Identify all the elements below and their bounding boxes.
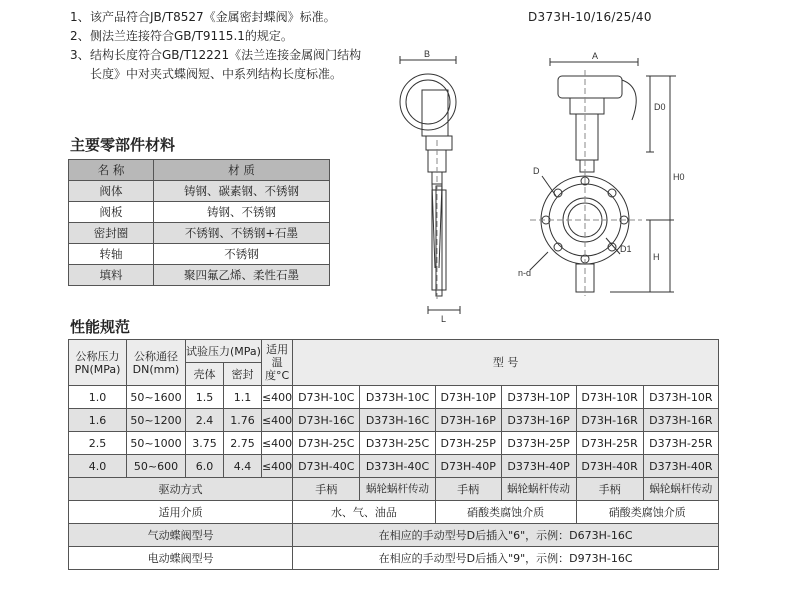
drive-cell: 蜗轮蜗杆传动	[501, 478, 576, 501]
materials-title: 主要零部件材料	[70, 136, 176, 154]
part-name: 填料	[69, 265, 154, 286]
cell-model: D373H-16R	[643, 409, 718, 432]
cell-model: D73H-10C	[293, 386, 360, 409]
cell-dn: 50~1600	[127, 386, 186, 409]
medium-cell: 硝酸类腐蚀介质	[576, 501, 718, 524]
notes	[70, 8, 370, 84]
cell-pn: 1.0	[69, 386, 127, 409]
dim-label-D: D	[533, 166, 540, 176]
dim-label-nd: n-d	[518, 268, 532, 278]
note-3: 3、 结构长度符合GB/T12221《法兰连接金属阀门结构长度》中对夹式蝶阀短、中系列结构长度标准。	[70, 48, 362, 81]
dim-label-A: A	[592, 51, 599, 61]
part-name: 密封圈	[69, 223, 154, 244]
cell-shell: 6.0	[186, 455, 224, 478]
header-dn: 公称通径DN(mm)	[127, 340, 186, 386]
header-test-pressure: 试验压力(MPa)	[186, 340, 262, 363]
cell-model: D373H-40C	[360, 455, 435, 478]
table-row	[69, 265, 330, 286]
header-name: 名 称	[69, 160, 154, 181]
performance-title: 性能规范	[70, 318, 131, 336]
performance-table	[68, 339, 719, 570]
cell-temp: ≤400	[261, 455, 292, 478]
cell-model: D73H-40C	[293, 455, 360, 478]
part-material: 铸钢、不锈钢	[154, 202, 330, 223]
note-2: 2、 侧法兰连接符合GB/T9115.1的规定。	[70, 29, 293, 43]
cell-seal: 1.1	[223, 386, 261, 409]
cell-model: D373H-25R	[643, 432, 718, 455]
table-header-row	[69, 340, 719, 363]
part-name: 转轴	[69, 244, 154, 265]
drawing-labels	[424, 49, 685, 324]
cell-model: D73H-40R	[576, 455, 643, 478]
cell-seal: 2.75	[223, 432, 261, 455]
cell-model: D73H-25P	[435, 432, 501, 455]
cell-model: D73H-16P	[435, 409, 501, 432]
drive-cell: 蜗轮蜗杆传动	[643, 478, 718, 501]
header-temp: 适用温度°C	[261, 340, 292, 386]
table-row	[69, 547, 719, 570]
cell-shell: 1.5	[186, 386, 224, 409]
dim-label-L: L	[441, 314, 447, 324]
table-row	[69, 478, 719, 501]
table-row	[69, 455, 719, 478]
cell-model: D373H-10R	[643, 386, 718, 409]
cell-dn: 50~1200	[127, 409, 186, 432]
header-pn: 公称压力PN(MPa)	[69, 340, 127, 386]
cell-model: D373H-40P	[501, 455, 576, 478]
cell-model: D73H-16C	[293, 409, 360, 432]
note-1: 1、 该产品符合JB/T8527《金属密封蝶阀》标准。	[70, 10, 336, 24]
electric-label: 电动蝶阀型号	[69, 547, 293, 570]
electric-note: 在相应的手动型号D后插入"9"，示例：D973H-16C	[293, 547, 719, 570]
valve-drawing	[380, 40, 710, 330]
cell-model: D373H-10P	[501, 386, 576, 409]
cell-model: D73H-16R	[576, 409, 643, 432]
part-name: 阀体	[69, 181, 154, 202]
cell-model: D373H-25P	[501, 432, 576, 455]
cell-model: D73H-40P	[435, 455, 501, 478]
drive-cell: 手柄	[293, 478, 360, 501]
part-material: 不锈钢、不锈钢+石墨	[154, 223, 330, 244]
cell-shell: 3.75	[186, 432, 224, 455]
part-material: 不锈钢	[154, 244, 330, 265]
medium-cell: 硝酸类腐蚀介质	[435, 501, 576, 524]
part-material: 铸钢、碳素钢、不锈钢	[154, 181, 330, 202]
pneumatic-note: 在相应的手动型号D后插入"6"，示例：D673H-16C	[293, 524, 719, 547]
cell-pn: 2.5	[69, 432, 127, 455]
cell-dn: 50~600	[127, 455, 186, 478]
pneumatic-label: 气动蝶阀型号	[69, 524, 293, 547]
cell-model: D373H-40R	[643, 455, 718, 478]
cell-pn: 4.0	[69, 455, 127, 478]
drive-cell: 蜗轮蜗杆传动	[360, 478, 435, 501]
header-seal: 密封	[223, 363, 261, 386]
cell-pn: 1.6	[69, 409, 127, 432]
cell-shell: 2.4	[186, 409, 224, 432]
medium-cell: 水、气、油品	[293, 501, 436, 524]
cell-model: D373H-25C	[360, 432, 435, 455]
cell-temp: ≤400	[261, 386, 292, 409]
dim-label-H0: H0	[673, 172, 685, 182]
table-row	[69, 409, 719, 432]
header-shell: 壳体	[186, 363, 224, 386]
cell-model: D73H-25C	[293, 432, 360, 455]
table-row	[69, 524, 719, 547]
model-title: D373H-10/16/25/40	[528, 10, 652, 24]
cell-model: D373H-16P	[501, 409, 576, 432]
drive-label: 驱动方式	[69, 478, 293, 501]
valve-side-view	[400, 56, 460, 314]
materials-table	[68, 159, 330, 286]
table-header-row	[69, 160, 330, 181]
header-material: 材 质	[154, 160, 330, 181]
table-row	[69, 501, 719, 524]
table-row	[69, 223, 330, 244]
drive-cell: 手柄	[576, 478, 643, 501]
table-row	[69, 244, 330, 265]
table-row	[69, 202, 330, 223]
cell-seal: 1.76	[223, 409, 261, 432]
table-row	[69, 386, 719, 409]
cell-model: D73H-10R	[576, 386, 643, 409]
part-material: 聚四氟乙烯、柔性石墨	[154, 265, 330, 286]
dim-label-B: B	[424, 49, 431, 59]
dim-label-H: H	[653, 252, 660, 262]
medium-label: 适用介质	[69, 501, 293, 524]
cell-model: D73H-25R	[576, 432, 643, 455]
cell-temp: ≤400	[261, 432, 292, 455]
cell-model: D73H-10P	[435, 386, 501, 409]
header-model: 型 号	[293, 340, 719, 386]
cell-model: D373H-16C	[360, 409, 435, 432]
cell-model: D373H-10C	[360, 386, 435, 409]
part-name: 阀板	[69, 202, 154, 223]
dim-label-D1: D1	[620, 244, 632, 254]
dim-label-D0: D0	[654, 102, 666, 112]
cell-seal: 4.4	[223, 455, 261, 478]
table-row	[69, 181, 330, 202]
cell-dn: 50~1000	[127, 432, 186, 455]
cell-temp: ≤400	[261, 409, 292, 432]
table-row	[69, 432, 719, 455]
drive-cell: 手柄	[435, 478, 501, 501]
